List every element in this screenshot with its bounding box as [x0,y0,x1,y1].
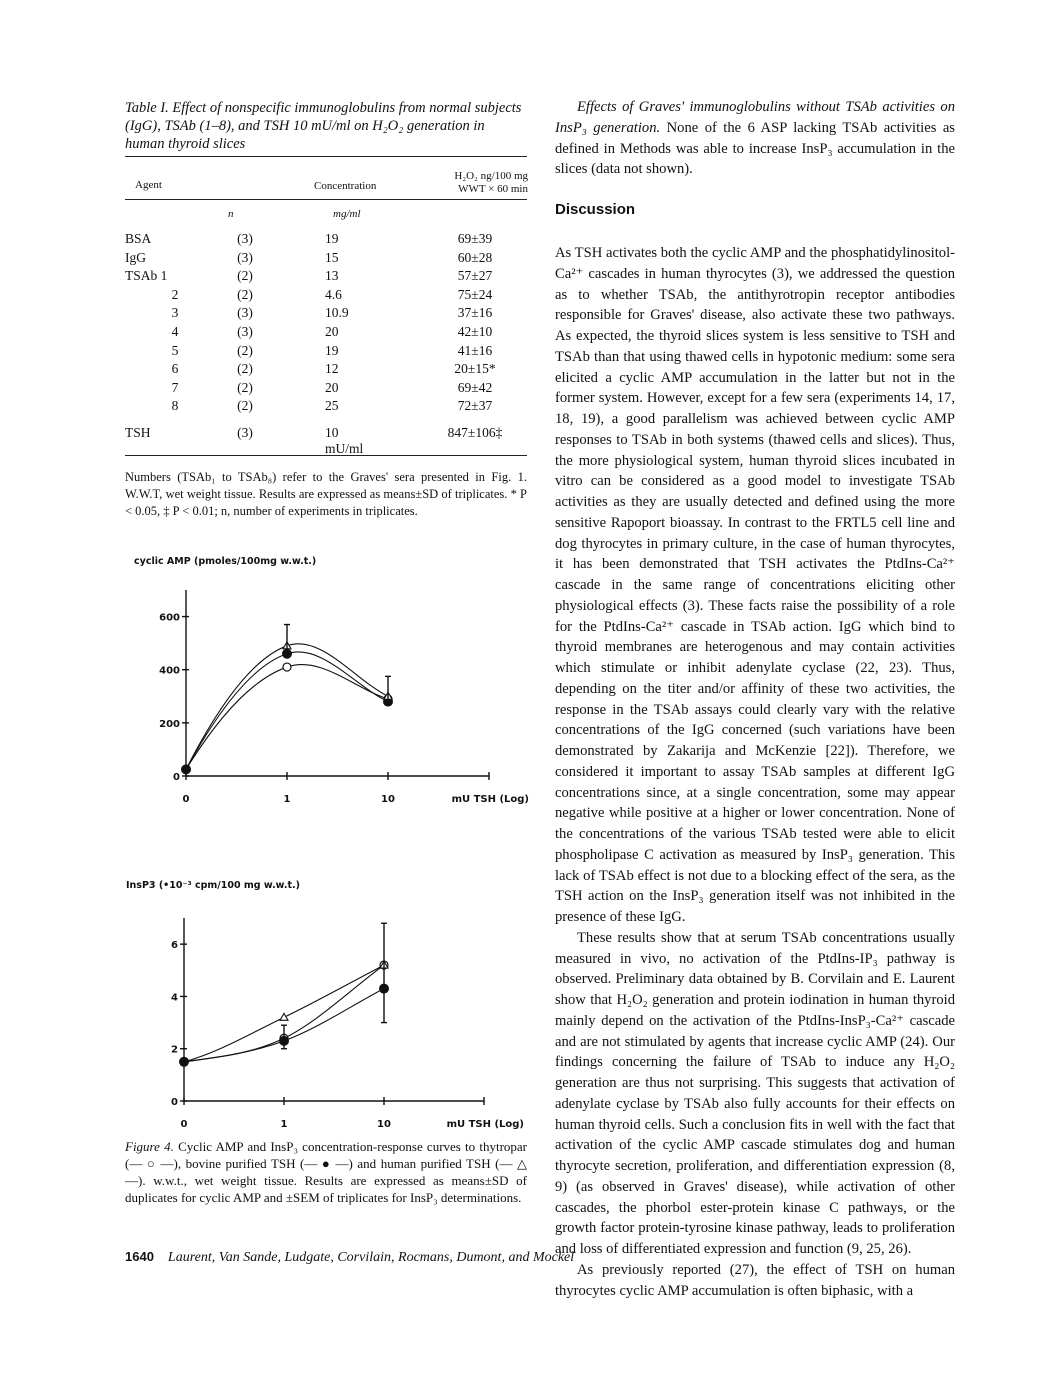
subheader-n: n [228,208,234,220]
table-row [125,250,527,268]
cell-n: (2) [237,361,253,377]
cell-n: (2) [237,342,253,358]
y-tick-label: 0 [171,1097,178,1108]
page-number: 1640 [125,1249,154,1264]
data-point-triangle [280,1013,288,1020]
paragraph-text: None of the 6 ASP lacking TSAb activities as defined in Methods was able to increase InsP₃ accumulation in the slices (data not shown). [555,119,955,178]
data-point-open-circle [283,663,291,671]
cell-agent: TSH [125,425,151,440]
cell-n: (2) [237,268,253,284]
table-row [125,305,527,323]
cell-sub-number: 8 [171,398,179,414]
y-tick-label: 4 [171,992,178,1004]
x-tick-label: 1 [283,794,291,805]
chart2-ylabel: InsP3 (•10⁻³ cpm/100 mg w.w.t.) [126,880,300,891]
cell-concentration: 10.9 [325,305,349,321]
header-h2o2-line2: WWT × 60 min [458,183,528,195]
cell-concentration: 20 [325,379,339,395]
header-concentration: Concentration [314,180,377,192]
cell-concentration: 13 [325,268,339,284]
cell-agent: BSA [125,231,152,246]
table-row [125,361,527,379]
cyclic-amp-chart [125,580,535,810]
table-row [125,343,527,361]
cell-sub-number: 7 [171,379,179,395]
cell-h2o2: 60±28 [457,249,493,265]
cell-concentration: 4.6 [325,286,342,302]
table-row [125,380,527,398]
cell-concentration: 20 [325,324,339,339]
table-footnote: Numbers (TSAb₁ to TSAb₈) refer to the Graves' sera presented in Fig. 1. W.W.T, wet weight tissue. Results are expressed as means±SD of triplicates. * P < 0.05, ‡ P < 0.01; n, number of experiments in triplicates. [125,470,527,518]
table-row-tsh [125,425,527,456]
cell-h2o2: 42±10 [457,324,493,339]
cell-h2o2: 41±16 [457,342,493,358]
cell-sub-number: 6 [171,361,179,377]
cell-h2o2: 57±27 [457,268,493,284]
cell-n: (3) [237,231,253,246]
y-tick-label: 400 [159,665,180,677]
x-tick-label: 1 [280,1119,288,1130]
cell-n: (3) [237,324,253,339]
figure-caption-text: Cyclic AMP and InsP₃ concentration-response curves to thytropar (— ○ —), bovine purified TSH (— ● —) and human purified TSH (— △ —). w.w.t., wet weight tissue. Results are expressed as means±SD of duplicates for cyclic AMP and ±SEM of triplicates for InsP₃ determinations. [125,1139,528,1205]
cell-sub-number: 2 [171,286,179,302]
cell-h2o2: 847±106‡ [447,425,503,440]
figure-label: Figure 4. [125,1139,174,1154]
cell-n: (2) [237,398,253,414]
y-tick-label: 2 [171,1044,178,1056]
cell-concentration: 25 [325,398,339,414]
data-point-filled-circle [181,764,191,774]
cell-concentration: 10 mU/ml [325,425,364,456]
cell-agent: IgG [125,249,146,265]
y-tick-label: 200 [159,718,180,730]
subheader-unit: mg/ml [333,208,361,220]
table-row [125,231,527,249]
cell-n: (2) [237,379,253,395]
header-agent: Agent [135,179,162,191]
table-row [125,268,527,286]
y-tick-label: 600 [159,612,180,624]
x-axis-label: mU TSH (Log) [451,794,529,805]
cell-concentration: 12 [325,361,339,377]
cell-h2o2: 69±39 [457,231,493,246]
cell-h2o2: 72±37 [457,398,493,414]
page-footer [125,1249,574,1266]
table-row [125,287,527,305]
discussion-body [555,243,955,1301]
discussion-paragraph-2: These results show that at serum TSAb concentrations usually measured in vivo, no activation of the PtdIns-IP₃ pathway is observed. Preliminary data obtained by B. Corvilain and E. Laurent show that H₂O₂ generation and protein iodination in human thyroid mainly depend on the activation of the PtdIns-InsP₃-Ca²⁺ cascade and are not stimulated by agents that increase cyclic AMP (24). Our findings concerning the failure of TSAb to induce any H₂O₂ generation are thus not surprising. This suggests that activation of adenylate cyclase by TSAb also fully accounts for their effects on human thyroid cells. Such a conclusion fits in well with the fact that activation of the cyclic AMP cascade stimulates dog and human thyrocyte secretion, proliferation, and differentiation expression (8, 9) (as observed in Graves' disease), while activation of other cascades, the phorbol ester-protein kinase C pathways, or the growth factor protein-tyrosine kinase pathway, leads to proliferation and loss of differentiated expression and function (9, 25, 26). [555,929,955,1257]
cell-h2o2: 75±24 [457,286,493,302]
header-h2o2 [428,170,528,196]
running-authors: Laurent, Van Sande, Ludgate, Corvilain, Rocmans, Dumont, and Mockel [167,1250,575,1265]
discussion-paragraph-3: As previously reported (27), the effect of TSH on human thyrocytes cyclic AMP accumulation is often biphasic, with a [555,1261,955,1299]
cell-sub-number: 4 [171,324,179,339]
table-row [125,324,527,342]
cell-n: (2) [237,286,253,302]
cell-h2o2: 20±15* [454,361,496,377]
cell-concentration: 19 [325,231,339,246]
cell-sub-number: 5 [171,342,179,358]
x-tick-label: 10 [377,1119,391,1130]
cell-n: (3) [237,249,253,265]
y-tick-label: 0 [173,772,180,783]
cell-n: (3) [237,305,253,321]
table-header-rule [125,199,527,200]
section-heading-discussion: Discussion [555,201,636,218]
x-tick-label: 0 [180,1119,188,1130]
cell-agent: TSAb 1 [125,268,168,284]
cell-concentration: 15 [325,249,339,265]
cell-concentration: 19 [325,342,339,358]
figure-caption [125,1138,527,1206]
table-bottom-rule [125,455,527,456]
data-point-filled-circle [179,1057,189,1067]
table-caption: Table I. Effect of nonspecific immunoglobulins from normal subjects (IgG), TSAb (1–8), and TSH 10 mU/ml on H₂O₂ generation in human thyroid slices [125,100,522,152]
insp3-chart [125,910,535,1135]
chart1-ylabel: cyclic AMP (pmoles/100mg w.w.t.) [134,556,317,567]
cell-sub-number: 3 [171,305,179,321]
paragraph-run-in-title: Effects of Graves' immunoglobulins without TSAb activities on InsP₃ generation. [555,99,955,136]
table-row [125,398,527,416]
x-tick-label: 10 [381,794,395,805]
cell-n: (3) [237,425,253,440]
header-h2o2-line1: H₂O₂ ng/100 mg [454,170,528,182]
x-tick-label: 0 [182,794,190,805]
cell-h2o2: 37±16 [457,305,493,321]
discussion-paragraph-1: As TSH activates both the cyclic AMP and the phosphatidylinositol-Ca²⁺ cascades in human thyrocytes (3), we addressed the question as to whether TSAb, the antithyrotropin receptor antibodies responsible for Graves' disease, also activate these two pathways. As expected, the thyroid slices system is less sensitive to TSH and TSAb than that using thawed cells in hypotonic medium: some sera elicited a cyclic AMP accumulation in the latter but not in the former system. However, except for a few sera (experiments 14, 17, 18, 19), a good parallelism was achieved between cyclic AMP responses to TSAb in both systems (thawed cells and slices). Thus, the more physiological system, human thyroid slices incubated in vitro can be considered as a good model to investigate TSAb activities as they are usually detected and defined using the more sensitive Rapoport bioassay. In contrast to the FRTL5 cell line and dog thyrocytes in primary culture, in the case of human thyrocytes, it has been demonstrated that TSH activates the PtdIns-Ca²⁺ cascade in the same range of concentrations eliciting other physiological effects (3). These facts raise the possibility of a role for the PtdIns-Ca²⁺ cascade in TSAb action. IgG which bind to thyroid membranes are heterogenous and may contain activities which stimulate or inhibit adenylate cyclase (22, 23). Thus, depending on the titer and/or affinity of these two activities, the response in the TSAb assays could clearly vary with the relative concentrations of the IgG concerned (such variations have been demonstrated by Zakarija and McKenzie [22]). Therefore, we considered it important to assay TSAb samples at different IgG concentrations since, at a single concentration, some may appear negative while positive at a higher or lower concentration. None of the concentrations of the various TSAb tested were able to elicit phospholipase C activation as measured by InsP₃ generation. This lack of TSAb effect is not due to a blocking effect of the sera, as the TSH action on the InsP₃ generation itself was not inhibited in the presence of these IgG. [555,245,955,925]
cell-h2o2: 69±42 [457,379,493,395]
y-tick-label: 6 [171,940,178,952]
x-axis-label: mU TSH (Log) [446,1119,524,1130]
table-top-rule [125,156,527,157]
paragraph-graves-igg [555,97,955,180]
